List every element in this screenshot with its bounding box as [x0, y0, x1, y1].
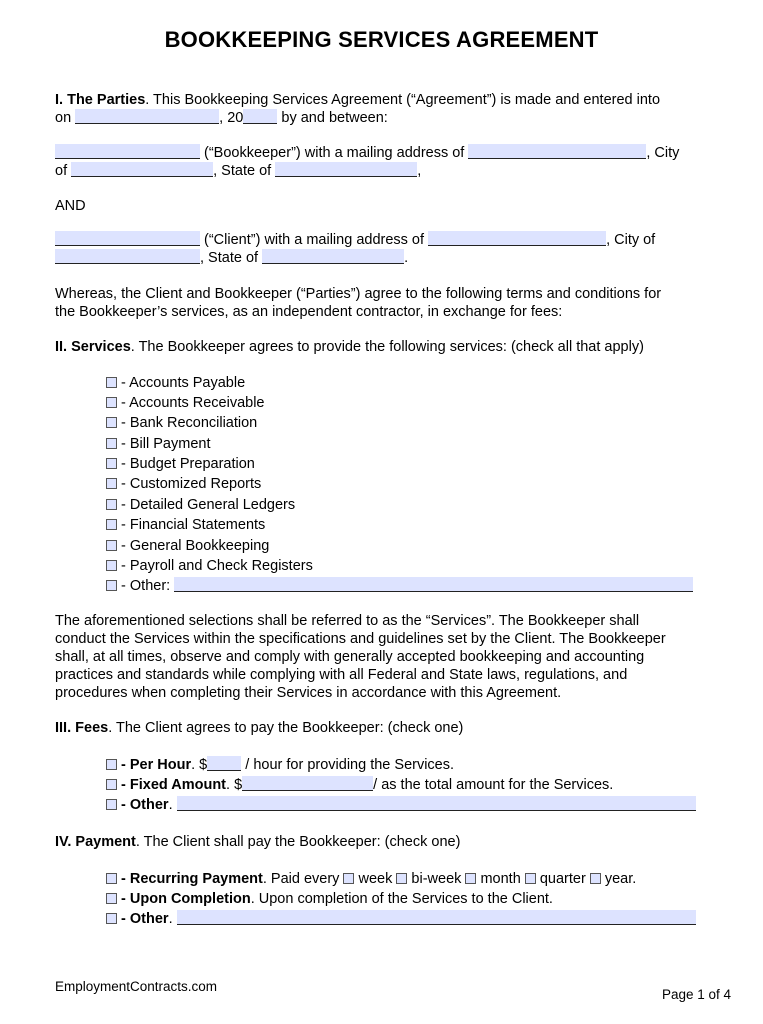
service-checkbox[interactable] [106, 499, 117, 510]
month-checkbox[interactable] [465, 873, 476, 884]
whereas-line-1: Whereas, the Client and Bookkeeper (“Parties”) agree to the following terms and conditions for [55, 286, 662, 302]
payment-recurring-line: - Recurring Payment. Paid every week bi-week month quarter year. [106, 870, 636, 888]
service-item: - Customized Reports [106, 475, 261, 493]
service-checkbox[interactable] [106, 417, 117, 428]
date-field[interactable] [75, 109, 219, 124]
parties-heading: I. The Parties [55, 92, 146, 108]
client-name-field[interactable] [55, 231, 200, 246]
whereas-line-2: the Bookkeeper’s services, as an independent contractor, in exchange for fees: [55, 304, 563, 320]
bookkeeper-city-line: of , State of , [55, 163, 422, 179]
fixed-amount-field[interactable] [242, 776, 373, 791]
payment-intro-line: IV. Payment. The Client shall pay the Bookkeeper: (check one) [55, 834, 461, 850]
client-city-field[interactable] [55, 249, 200, 264]
quarter-checkbox[interactable] [525, 873, 536, 884]
footer-site: EmploymentContracts.com [55, 979, 218, 994]
payment-other-field[interactable] [177, 910, 696, 925]
service-checkbox[interactable] [106, 580, 117, 591]
service-checkbox[interactable] [106, 560, 117, 571]
service-item-other: - Other: [106, 577, 693, 595]
client-address-field[interactable] [428, 231, 606, 246]
services-paragraph-line: procedures when completing their Services in accordance with this Agreement. [55, 685, 562, 701]
services-paragraph-line: conduct the Services within the specifications and guidelines set by the Client. The Bookkeeper [55, 631, 666, 647]
biweek-checkbox[interactable] [396, 873, 407, 884]
services-paragraph-line: The aforementioned selections shall be referred to as the “Services”. The Bookkeeper shall [55, 613, 640, 629]
year-checkbox[interactable] [590, 873, 601, 884]
service-item: - Accounts Receivable [106, 394, 265, 412]
bookkeeper-city-field[interactable] [71, 162, 213, 177]
fee-per-hour-line: - Per Hour. $ / hour for providing the Services. [106, 756, 454, 774]
service-item: - Detailed General Ledgers [106, 496, 295, 514]
service-checkbox[interactable] [106, 458, 117, 469]
service-other-field[interactable] [174, 577, 693, 592]
services-heading: II. Services [55, 339, 131, 355]
and-text: AND [55, 198, 86, 214]
bookkeeper-state-field[interactable] [275, 162, 417, 177]
payment-heading: IV. Payment [55, 834, 136, 850]
week-checkbox[interactable] [343, 873, 354, 884]
payment-completion-line: - Upon Completion. Upon completion of the Services to the Client. [106, 890, 553, 908]
fees-intro-line: III. Fees. The Client agrees to pay the Bookkeeper: (check one) [55, 720, 464, 736]
client-line: (“Client”) with a mailing address of , City of [55, 231, 655, 249]
hourly-rate-field[interactable] [207, 756, 241, 771]
payment-other-checkbox[interactable] [106, 913, 117, 924]
client-city-line: , State of . [55, 249, 408, 267]
services-intro-line: II. Services. The Bookkeeper agrees to provide the following services: (check all that apply) [55, 339, 644, 355]
fee-fixed-line: - Fixed Amount. $ / as the total amount for the Services. [106, 776, 613, 794]
payment-completion-checkbox[interactable] [106, 893, 117, 904]
client-state-field[interactable] [262, 249, 404, 264]
service-checkbox[interactable] [106, 478, 117, 489]
parties-intro-line: I. The Parties. This Bookkeeping Services Agreement (“Agreement”) is made and entered into [55, 92, 661, 108]
services-paragraph-line: practices and standards while complying with all Federal and State laws, regulations, and [55, 667, 628, 683]
fee-per-hour-checkbox[interactable] [106, 759, 117, 770]
service-checkbox[interactable] [106, 377, 117, 388]
fee-fixed-checkbox[interactable] [106, 779, 117, 790]
bookkeeper-line: (“Bookkeeper”) with a mailing address of , City [55, 144, 679, 162]
bookkeeper-address-field[interactable] [468, 144, 646, 159]
bookkeeper-name-field[interactable] [55, 144, 200, 159]
fee-other-field[interactable] [177, 796, 696, 811]
service-item: - Financial Statements [106, 516, 265, 534]
document-title: BOOKKEEPING SERVICES AGREEMENT [164, 27, 599, 52]
date-line: on , 20 by and between: [55, 110, 388, 126]
payment-other-line: - Other. [106, 910, 696, 928]
service-item: - Bank Reconciliation [106, 414, 257, 432]
services-paragraph-line: shall, at all times, observe and comply with generally accepted bookkeeping and accounting [55, 649, 645, 665]
service-item: - Budget Preparation [106, 455, 255, 473]
fee-other-line: - Other. [106, 796, 696, 814]
year-field[interactable] [243, 109, 277, 124]
service-item: - General Bookkeeping [106, 537, 269, 555]
fee-other-checkbox[interactable] [106, 799, 117, 810]
service-item: - Accounts Payable [106, 374, 245, 392]
service-item: - Payroll and Check Registers [106, 557, 313, 575]
service-item: - Bill Payment [106, 435, 210, 453]
page-number: Page 1 of 4 [661, 987, 731, 1002]
service-checkbox[interactable] [106, 519, 117, 530]
service-checkbox[interactable] [106, 397, 117, 408]
fees-heading: III. Fees [55, 720, 109, 736]
payment-recurring-checkbox[interactable] [106, 873, 117, 884]
service-checkbox[interactable] [106, 438, 117, 449]
service-checkbox[interactable] [106, 540, 117, 551]
